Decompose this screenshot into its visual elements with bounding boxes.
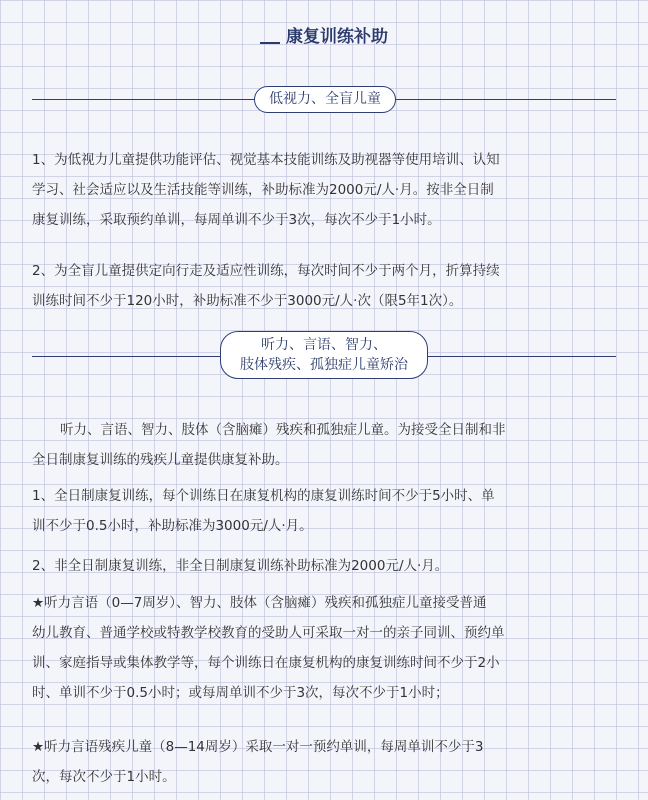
text-line: 全日制康复训练的残疾儿童提供康复补助。 (32, 452, 289, 468)
text-line: ★听力言语残疾儿童（8—14周岁）采取一对一预约单训，每周单训不少于3 (32, 739, 484, 755)
disability-item-1 (32, 481, 616, 541)
section-title (0, 22, 648, 47)
text-line: 幼儿教育、普通学校或特教学校教育的受助人可采取一对一的亲子同训、预约单 (32, 625, 505, 641)
section-title-text: 康复训练补助 (286, 27, 388, 47)
disability-star-2 (32, 732, 616, 792)
low-vision-paragraph-1 (32, 145, 616, 235)
text-line: 1、全日制康复训练，每个训练日在康复机构的康复训练时间不少于5小时、单 (32, 488, 495, 504)
disability-item-2 (32, 551, 616, 581)
text-line: 训、家庭指导或集体教学等，每个训练日在康复机构的康复训练时间不少于2小 (32, 655, 500, 671)
text-line: 听力、言语、智力、肢体（含脑瘫）残疾和孤独症儿童。为接受全日制和非 (60, 422, 506, 438)
text-line: 学习、社会适应以及生活技能等训练，补助标准为2000元/人·月。按非全日制 (32, 182, 494, 198)
badge-disability (220, 331, 428, 379)
text-line: 1、为低视力儿童提供功能评估、视觉基本技能训练及助视器等使用培训、认知 (32, 152, 500, 168)
text-line: 康复训练，采取预约单训，每周单训不少于3次，每次不少于1小时。 (32, 212, 441, 228)
text-line: ★听力言语（0—7周岁）、智力、肢体（含脑瘫）残疾和孤独症儿童接受普通 (32, 595, 487, 611)
disability-intro (32, 415, 616, 475)
badge-low-vision: 低视力、全盲儿童 (254, 86, 396, 113)
disability-star-1 (32, 588, 616, 708)
badge-disability-line-2: 肢体残疾、孤独症儿童矫治 (240, 357, 408, 373)
title-dash (260, 42, 280, 44)
text-line: 训不少于0.5小时，补助标准为3000元/人·月。 (32, 518, 313, 534)
text-line: 次，每次不少于1小时。 (32, 769, 176, 785)
text-line: 2、非全日制康复训练，非全日制康复训练补助标准为2000元/人·月。 (32, 558, 449, 574)
text-line: 2、为全盲儿童提供定向行走及适应性训练，每次时间不少于两个月，折算持续 (32, 263, 500, 279)
badge-disability-line-1: 听力、言语、智力、 (261, 337, 387, 353)
text-line: 训练时间不少于120小时，补助标准不少于3000元/人·次（限5年1次）。 (32, 293, 463, 309)
text-line: 时、单训不少于0.5小时；或每周单训不少于3次，每次不少于1小时； (32, 685, 449, 701)
low-vision-paragraph-2 (32, 256, 616, 316)
